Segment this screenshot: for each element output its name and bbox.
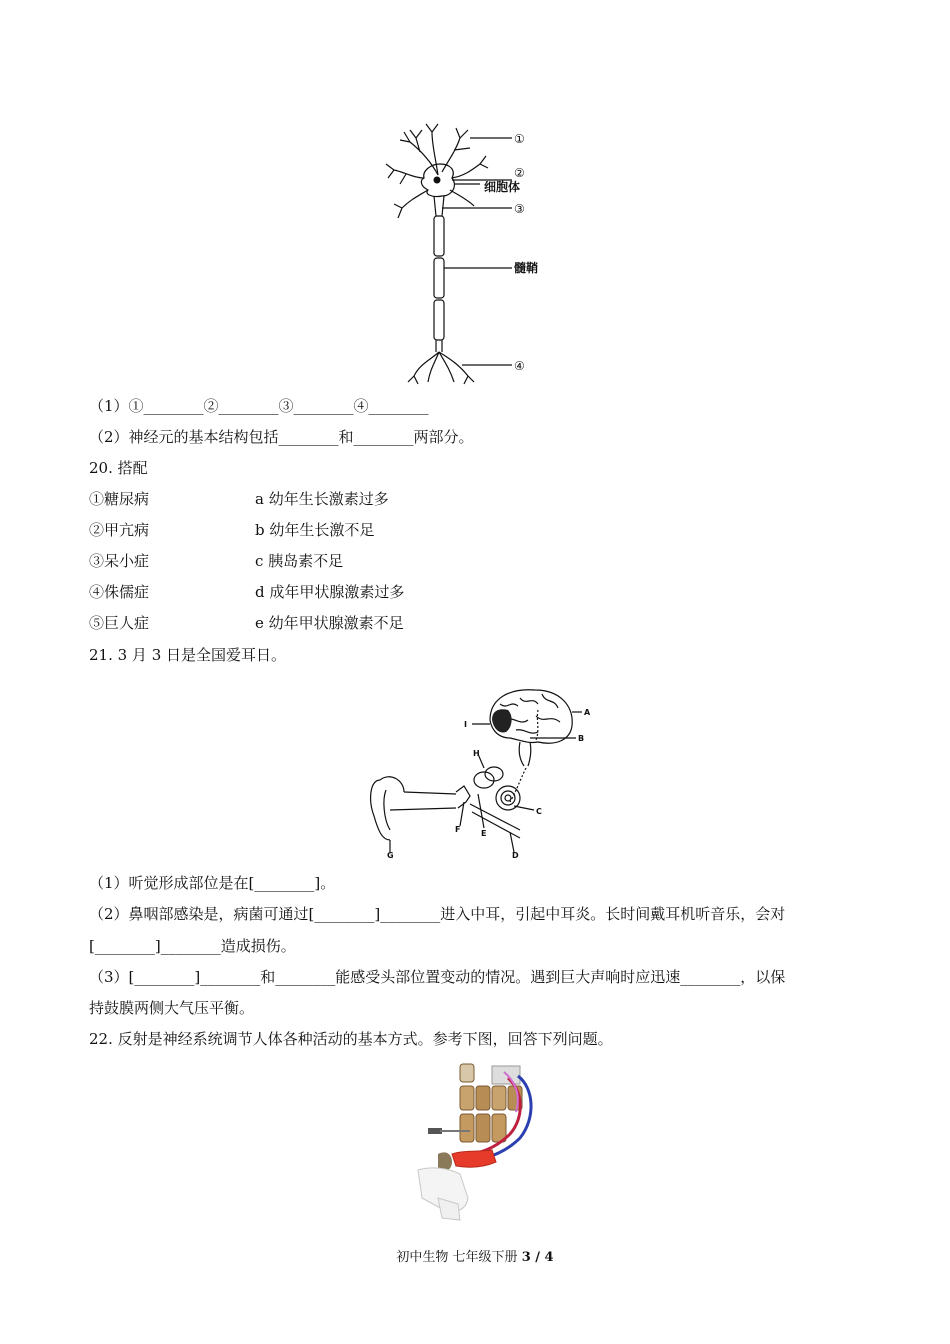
q21-title: 21. 3 月 3 日是全国爱耳日。 [89,646,287,664]
page-footer [0,1246,950,1265]
neuron-label-1: ① [514,132,525,146]
q20-title: 20. 搭配 [89,459,148,477]
ear-label-f: F [455,825,461,834]
q20-left-5: ⑤巨人症 [89,614,150,632]
q20-right-d: d 成年甲状腺激素过多 [255,583,405,601]
neuron-label-4: ④ [514,359,525,373]
neuron-diagram [380,120,560,385]
q21-part2-line2: [________]________造成损伤。 [89,937,296,955]
neuron-label-myelin: 髓鞘 [514,261,539,275]
footer-subject: 初中生物 七年级下册 [396,1250,522,1265]
ear-brain-diagram [360,680,600,860]
ear-label-h: H [473,749,480,758]
q20-left-4: ④侏儒症 [89,583,150,601]
q20-right-e: e 幼年甲状腺激素不足 [255,614,404,632]
ear-label-i: I [464,720,467,729]
q21-part3-line2: 持鼓膜两侧大气压平衡。 [89,999,255,1017]
q19-part1: （1）①________②________③________④________ [89,397,429,415]
ear-label-d: D [512,851,519,860]
q20-left-2: ②甲亢病 [89,521,150,539]
q20-right-a: a 幼年生长激素过多 [255,490,389,508]
q20-right-c: c 胰岛素不足 [255,552,344,570]
q21-part2-line1: （2）鼻咽部感染是，病菌可通过[________]________进入中耳，引起中耳炎。长时间戴耳机听音乐，会对 [89,905,786,923]
q22-title: 22. 反射是神经系统调节人体各种活动的基本方式。参考下图，回答下列问题。 [89,1030,613,1048]
q20-left-3: ③呆小症 [89,552,150,570]
ear-label-e: E [481,829,487,838]
ear-label-g: G [387,851,394,860]
q21-part1: （1）听觉形成部位是在[________]。 [89,874,336,892]
neuron-label-3: ③ [514,202,525,216]
footer-page-number: 3 / 4 [521,1250,554,1265]
ear-label-a: A [584,708,591,717]
neuron-label-cell-body: 细胞体 [484,180,521,194]
ear-label-b: B [578,734,585,743]
ear-label-c: C [536,807,542,816]
q20-right-b: b 幼年生长激不足 [255,521,375,539]
q19-part2: （2）神经元的基本结构包括________和________两部分。 [89,428,474,446]
knee-reflex-diagram [408,1058,558,1223]
q20-left-1: ①糖尿病 [89,490,150,508]
q21-part3-line1: （3）[________]________和________能感受头部位置变动的情况。遇到巨大声响时应迅速________，以保 [89,968,786,986]
neuron-label-2: ② [514,166,525,180]
